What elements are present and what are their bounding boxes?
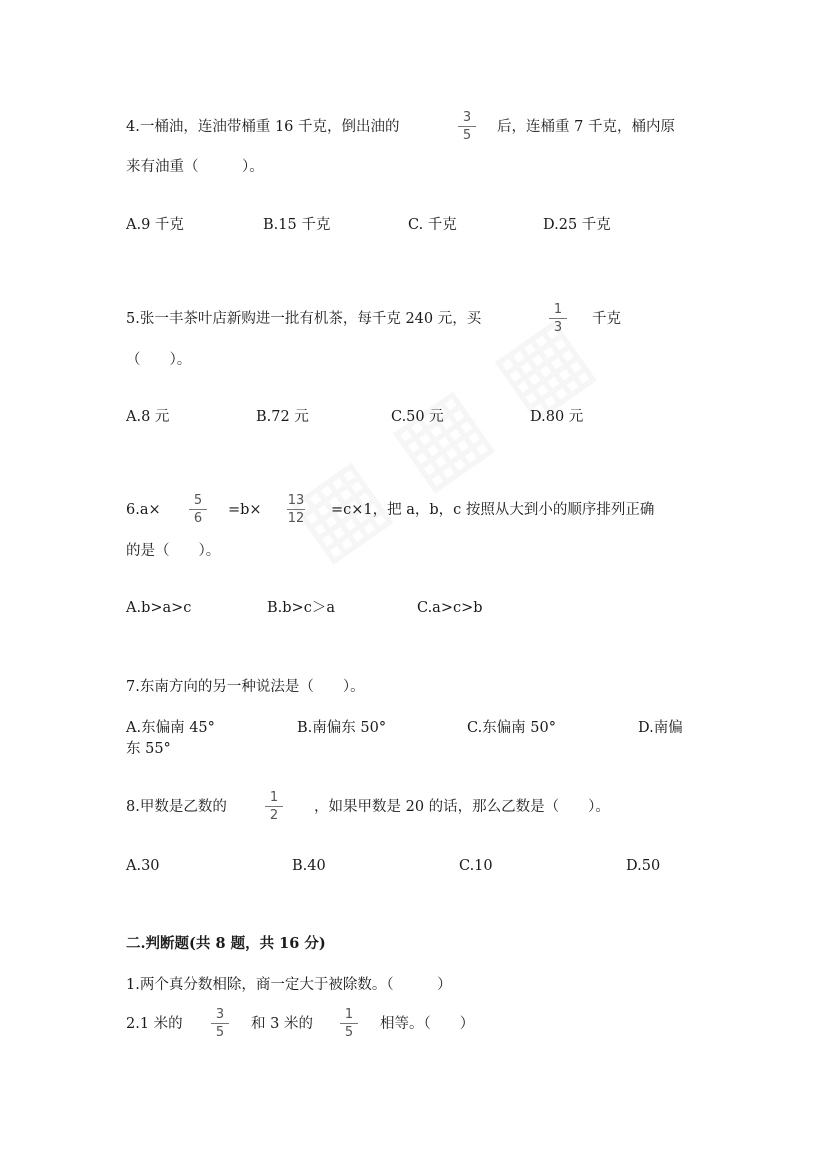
q4-option-c[interactable]: C. 千克: [408, 217, 457, 233]
q5-line2: （ ）。: [126, 352, 192, 368]
q7-option-d-continued: 东 55°: [126, 741, 171, 757]
q8-text-before: 8.甲数是乙数的: [126, 799, 227, 815]
judgment-1: 1.两个真分数相除，商一定大于被除数。（ ）: [126, 977, 452, 993]
q7-option-a[interactable]: A.东偏南 45°: [126, 720, 215, 736]
q6-text-2: =b×: [228, 502, 262, 518]
q8-option-a[interactable]: A.30: [126, 858, 160, 874]
q4-text-after: 后，连桶重 7 千克，桶内原: [497, 119, 675, 135]
q6-option-b[interactable]: B.b>c＞a: [267, 600, 335, 616]
q5-text-before: 5.张一丰茶叶店新购进一批有机茶，每千克 240 元，买: [126, 311, 482, 327]
q7-text: 7.东南方向的另一种说法是（ ）。: [126, 679, 365, 695]
judgment-2-text-3: 相等。（ ）: [380, 1016, 475, 1032]
q4-option-d[interactable]: D.25 千克: [543, 217, 611, 233]
q6-text-1: 6.a×: [126, 502, 161, 518]
judgment-2-text-2: 和 3 米的: [251, 1016, 313, 1032]
q7-option-d[interactable]: D.南偏: [638, 720, 683, 736]
q5-fraction: 1 3: [543, 302, 573, 335]
q4-fraction: 3 5: [452, 110, 482, 143]
watermark-logo: [269, 293, 611, 579]
q6-fraction-2: 13 12: [287, 493, 305, 526]
q5-option-a[interactable]: A.8 元: [126, 409, 170, 425]
q6-line2: 的是（ ）。: [126, 543, 221, 559]
q8-option-c[interactable]: C.10: [459, 858, 493, 874]
judgment-2-fraction-1: 3 5: [205, 1007, 235, 1040]
q5-option-c[interactable]: C.50 元: [391, 409, 444, 425]
judgment-2-text-1: 2.1 米的: [126, 1016, 183, 1032]
q6-text-3: =c×1，把 a，b，c 按照从大到小的顺序排列正确: [331, 502, 655, 518]
q5-text-after: 千克: [592, 311, 621, 327]
q8-fraction: 1 2: [259, 790, 289, 823]
q6-option-c[interactable]: C.a>c>b: [417, 600, 483, 616]
q4-option-b[interactable]: B.15 千克: [263, 217, 331, 233]
q6-fraction-1: 5 6: [183, 493, 213, 526]
q8-option-d[interactable]: D.50: [626, 858, 661, 874]
q7-option-b[interactable]: B.南偏东 50°: [297, 720, 387, 736]
q4-option-a[interactable]: A.9 千克: [126, 217, 184, 233]
q5-option-d[interactable]: D.80 元: [530, 409, 584, 425]
q6-option-a[interactable]: A.b>a>c: [126, 600, 192, 616]
q7-option-c[interactable]: C.东偏南 50°: [467, 720, 556, 736]
q8-option-b[interactable]: B.40: [292, 858, 326, 874]
q4-line2: 来有油重（ ）。: [126, 159, 264, 175]
q8-text-after: ，如果甲数是 20 的话，那么乙数是（ ）。: [314, 799, 610, 815]
q5-option-b[interactable]: B.72 元: [256, 409, 309, 425]
q4-text-before: 4.一桶油，连油带桶重 16 千克，倒出油的: [126, 119, 400, 135]
judgment-2-fraction-2: 1 5: [334, 1007, 364, 1040]
section-2-title: 二.判断题(共 8 题，共 16 分): [126, 935, 326, 952]
